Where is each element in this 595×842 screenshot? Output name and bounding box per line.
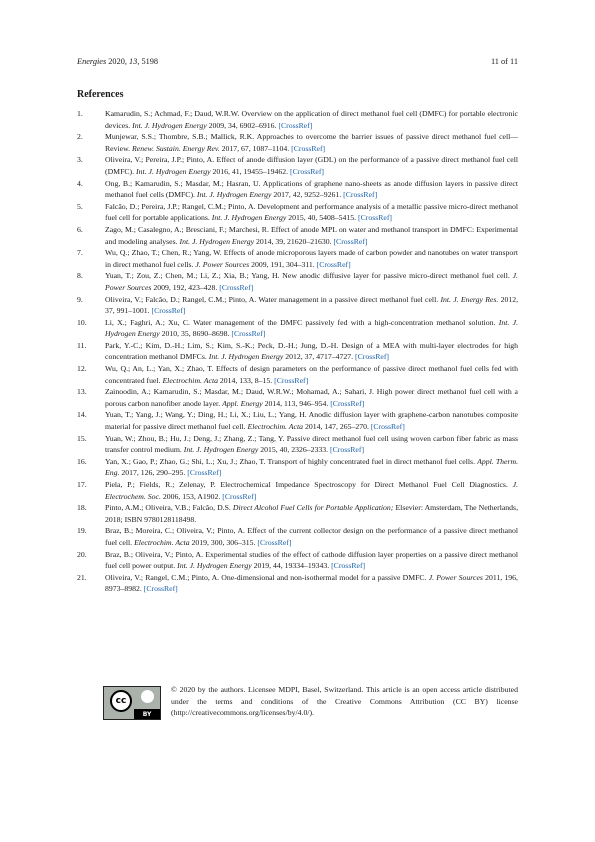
article-number: 5198	[141, 57, 159, 66]
reference-text: Kamarudin, S.; Achmad, F.; Daud, W.R.W. Overview on the application of direct methanol fuel cell (DMFC) for portable electronic devices.	[105, 109, 518, 130]
crossref-link[interactable]: [CrossRef]	[290, 166, 325, 176]
reference-item	[77, 201, 518, 224]
reference-number: 19.	[77, 526, 87, 536]
reference-source: J. Power Sources	[428, 572, 483, 582]
reference-list	[77, 108, 518, 595]
reference-number: 10.	[77, 317, 87, 327]
reference-item	[77, 108, 518, 131]
reference-source: J. Power Sources	[195, 259, 250, 269]
reference-item	[77, 549, 518, 572]
reference-number: 9.	[77, 294, 83, 304]
reference-details: 2017, 42, 9252–9261.	[273, 190, 342, 200]
reference-details: 2015, 40, 5408–5415.	[288, 213, 357, 223]
reference-number: 7.	[77, 248, 83, 258]
reference-number: 1.	[77, 109, 83, 118]
page-header	[77, 57, 518, 66]
reference-number: 2.	[77, 132, 83, 142]
reference-number: 4.	[77, 178, 83, 188]
reference-item	[77, 317, 518, 340]
reference-source: J. Electrochem. Soc.	[105, 480, 519, 501]
reference-item	[77, 502, 518, 525]
reference-text: Braz, B.; Moreira, C.; Oliveira, V.; Pinto, A. Effect of the current collector design on the performance of a passive direct methanol fuel cell.	[105, 526, 518, 547]
reference-text: Yuan, T.; Yang, J.; Wang, Y.; Ding, H.; Li, X.; Liu, L.; Yang, H. Anodic diffusion layer with graphene-carbon nanotubes composite material for passive direct methanol fuel cell.	[105, 410, 518, 432]
reference-number: 16.	[77, 456, 87, 466]
reference-details: 2009, 191, 304–311.	[251, 259, 315, 269]
reference-text: Park, Y.-C.; Kim, D.-H.; Lim, S.; Kim, S.-K.; Peck, D.-H.; Jung, D.-H. Design of a MEA with multi-layer electrodes for high concentration methanol DMFCs.	[105, 340, 518, 362]
reference-details: Elsevier: Amsterdam, The Netherlands, 2018; ISBN 9780128118498.	[105, 503, 519, 524]
reference-text: Falcão, D.; Pereira, J.P.; Rangel, C.M.; Pinto, A. Development and performance analysis of a metallic passive micro-direct methanol fuel cell for portable applications.	[105, 201, 518, 223]
license-text: © 2020 by the authors. Licensee MDPI, Basel, Switzerland. This article is an open access article distributed under the terms and conditions of the Creative Commons Attribution (CC BY) license (http://creativecommons.org/licenses/by/4.0/).	[171, 685, 518, 718]
reference-number: 12.	[77, 364, 87, 374]
references-heading: References	[77, 89, 124, 100]
reference-details: 2014, 147, 265–270.	[304, 422, 369, 432]
reference-source: Int. J. Hydrogen Energy	[136, 166, 211, 176]
reference-source: Electrochim. Acta	[134, 537, 190, 547]
reference-item	[77, 294, 518, 317]
reference-number: 20.	[77, 549, 87, 559]
crossref-link[interactable]: [CrossRef]	[151, 306, 186, 316]
crossref-link[interactable]: [CrossRef]	[370, 422, 405, 432]
reference-details: 2014, 113, 946–954.	[264, 398, 329, 408]
reference-number: 14.	[77, 410, 87, 420]
reference-item	[77, 178, 518, 201]
reference-source: Appl. Energy	[222, 398, 263, 408]
journal-volume: 13	[129, 57, 138, 66]
reference-details: 2011, 196, 8973–8982.	[105, 572, 518, 594]
reference-text: Zago, M.; Casalegno, A.; Bresciani, F.; Marchesi, R. Effect of anode MPL on water and methanol transport in DMFC: Experimental and modeling analyses.	[105, 224, 518, 246]
crossref-link[interactable]: [CrossRef]	[291, 143, 326, 153]
reference-number: 8.	[77, 271, 83, 281]
reference-item	[77, 409, 518, 432]
reference-details: 2019, 300, 306–315.	[191, 537, 256, 547]
reference-details: 2012, 37, 991–1001.	[105, 294, 519, 316]
reference-text: Ong, B.; Kamarudin, S.; Masdar, M.; Hasran, U. Applications of graphene nano-sheets as anode diffusion layers in passive direct methanol fuel cells (DMFC).	[105, 178, 518, 200]
cc-by-badge-icon[interactable]	[103, 686, 161, 720]
reference-source: Renew. Sustain. Energy Rev.	[132, 143, 220, 153]
reference-details: 2015, 40, 2326–2333.	[260, 445, 329, 455]
reference-text: Yan, X.; Gao, P.; Zhao, G.; Shi, L.; Xu, J.; Zhao, T. Transport of highly concentrated fuel in direct methanol fuel cells.	[105, 456, 476, 466]
reference-item	[77, 247, 518, 270]
reference-source: Electrochim. Acta	[162, 375, 218, 385]
crossref-link[interactable]: [CrossRef]	[333, 236, 368, 246]
reference-item	[77, 131, 518, 154]
crossref-link[interactable]: [CrossRef]	[257, 537, 292, 547]
reference-number: 11.	[77, 340, 87, 350]
crossref-link[interactable]: [CrossRef]	[222, 491, 257, 501]
reference-details: 2016, 41, 19455–19462.	[212, 166, 289, 176]
reference-item	[77, 363, 518, 386]
reference-number: 3.	[77, 155, 83, 165]
license-block	[103, 684, 518, 720]
reference-text: Pinto, A.M.; Oliveira, V.B.; Falcão, D.S.	[105, 503, 231, 513]
reference-source: Appl. Therm. Eng.	[105, 456, 519, 478]
reference-text: Wu, Q.; An, L.; Yan, X.; Zhao, T. Effects of design parameters on the performance of passive direct methanol fuel cells fed with concentrated fuel.	[105, 364, 518, 385]
reference-details: 2014, 133, 8–15.	[219, 375, 273, 385]
journal-citation: Energies 2020, 13, 5198	[77, 57, 159, 66]
reference-source: Int. J. Hydrogen Energy	[132, 120, 207, 130]
reference-text: Li, X.; Faghri, A.; Xu, C. Water management of the DMFC passively fed with a high-concentration methanol solution.	[105, 317, 496, 327]
reference-source: Int. J. Hydrogen Energy	[177, 561, 252, 571]
person-icon	[141, 690, 154, 703]
reference-text: Wu, Q.; Zhao, T.; Chen, R.; Yang, W. Effects of anode microporous layers made of carbon powder and nanotubes on water transport in direct methanol fuel cells.	[105, 248, 518, 269]
reference-text: Oliveira, V.; Pereira, J.P.; Pinto, A. Effect of anode diffusion layer (GDL) on the performance of a passive direct methanol fuel cell (DMFC).	[105, 155, 518, 176]
reference-text: Oliveira, V.; Rangel, C.M.; Pinto, A. One-dimensional and non-isothermal model for a passive DMFC.	[105, 572, 427, 582]
reference-source: Int. J. Hydrogen Energy	[208, 352, 284, 362]
reference-details: 2009, 34, 6902–6916.	[208, 120, 277, 130]
crossref-link[interactable]: [CrossRef]	[343, 190, 378, 200]
reference-source: Int. J. Hydrogen Energy	[211, 213, 287, 223]
crossref-link[interactable]: [CrossRef]	[330, 445, 365, 455]
reference-number: 15.	[77, 433, 87, 443]
reference-text: Piela, P.; Fields, R.; Zelenay, P. Electrochemical Impedance Spectroscopy for Direct Methanol Fuel Cell Diagnostics.	[105, 480, 508, 489]
reference-text: Yuan, T.; Zou, Z.; Chen, M.; Li, Z.; Xia, B.; Yang, H. New anodic diffusive layer for passive micro-direct methanol fuel cell.	[105, 271, 510, 281]
crossref-link[interactable]: [CrossRef]	[143, 584, 178, 594]
reference-number: 5.	[77, 201, 83, 211]
reference-details: 2006, 153, A1902.	[162, 491, 221, 501]
crossref-link[interactable]: [CrossRef]	[354, 352, 389, 362]
reference-item	[77, 340, 518, 363]
reference-details: 2017, 67, 1087–1104.	[221, 143, 290, 153]
reference-text: Munjewar, S.S.; Thombre, S.B.; Mallick, R.K. Approaches to overcome the barrier issues of passive direct methanol fuel cell—Review.	[105, 132, 518, 153]
reference-details: 2009, 192, 423–428.	[153, 282, 218, 292]
reference-source: Int. J. Hydrogen Energy	[179, 236, 255, 246]
crossref-link[interactable]: [CrossRef]	[330, 398, 365, 408]
crossref-link[interactable]: [CrossRef]	[357, 213, 392, 223]
reference-item	[77, 386, 518, 409]
reference-item	[77, 525, 518, 548]
reference-text: Braz, B.; Oliveira, V.; Pinto, A. Experimental studies of the effect of cathode diffusion layer properties on a passive direct methanol fuel cell power output.	[105, 549, 518, 571]
reference-item	[77, 572, 518, 595]
reference-item	[77, 456, 518, 479]
reference-source: Electrochim. Acta	[247, 422, 303, 432]
reference-item	[77, 270, 518, 293]
reference-item	[77, 433, 518, 456]
reference-item	[77, 154, 518, 177]
reference-number: 17.	[77, 480, 87, 489]
reference-number: 13.	[77, 387, 87, 397]
reference-source: Int. J. Hydrogen Energy	[183, 445, 259, 455]
reference-number: 21.	[77, 572, 87, 582]
reference-text: Zainoodin, A.; Kamarudin, S.; Masdar, M.; Daud, W.R.W.; Mohamad, A.; Sahari, J. High power direct methanol fuel cell with a porous carbon nanofiber anode layer.	[105, 387, 518, 408]
reference-number: 18.	[77, 503, 87, 513]
reference-item	[77, 479, 518, 502]
reference-source: Int. J. Hydrogen Energy	[105, 317, 519, 339]
crossref-link[interactable]: [CrossRef]	[278, 120, 313, 130]
crossref-link[interactable]: [CrossRef]	[219, 282, 254, 292]
reference-number: 6.	[77, 224, 83, 234]
reference-details: 2010, 35, 8690–8698.	[161, 329, 230, 339]
crossref-link[interactable]: [CrossRef]	[274, 375, 309, 385]
reference-source: Direct Alcohol Fuel Cells for Portable Application;	[232, 503, 394, 513]
reference-details: 2017, 126, 290–295.	[121, 468, 186, 478]
reference-details: 2019, 44, 19334–19343.	[253, 561, 330, 571]
journal-name: Energies	[77, 57, 107, 66]
journal-year: 2020	[108, 57, 125, 66]
reference-source: Int. J. Hydrogen Energy	[196, 190, 272, 200]
reference-source: J. Power Sources	[105, 271, 518, 292]
crossref-link[interactable]: [CrossRef]	[187, 468, 222, 478]
reference-details: 2012, 37, 4717–4727.	[285, 352, 354, 362]
crossref-link[interactable]: [CrossRef]	[231, 329, 266, 339]
reference-item	[77, 224, 518, 247]
crossref-link[interactable]: [CrossRef]	[331, 561, 366, 571]
by-label: BY	[142, 711, 152, 718]
reference-text: Yuan, W.; Zhou, B.; Hu, J.; Deng, J.; Zhang, Z.; Tang, Y. Passive direct methanol fuel cell using woven carbon fiber fabric as mass transfer control medium.	[105, 433, 518, 455]
reference-source: Int. J. Energy Res.	[440, 294, 499, 304]
page-number: 11 of 11	[490, 57, 518, 66]
crossref-link[interactable]: [CrossRef]	[316, 259, 351, 269]
cc-logo-icon: cc	[110, 690, 132, 712]
reference-text: Oliveira, V.; Falcão, D.; Rangel, C.M.; Pinto, A. Water management in a passive direct methanol fuel cell.	[105, 294, 439, 304]
reference-details: 2014, 39, 21620–21630.	[255, 236, 332, 246]
